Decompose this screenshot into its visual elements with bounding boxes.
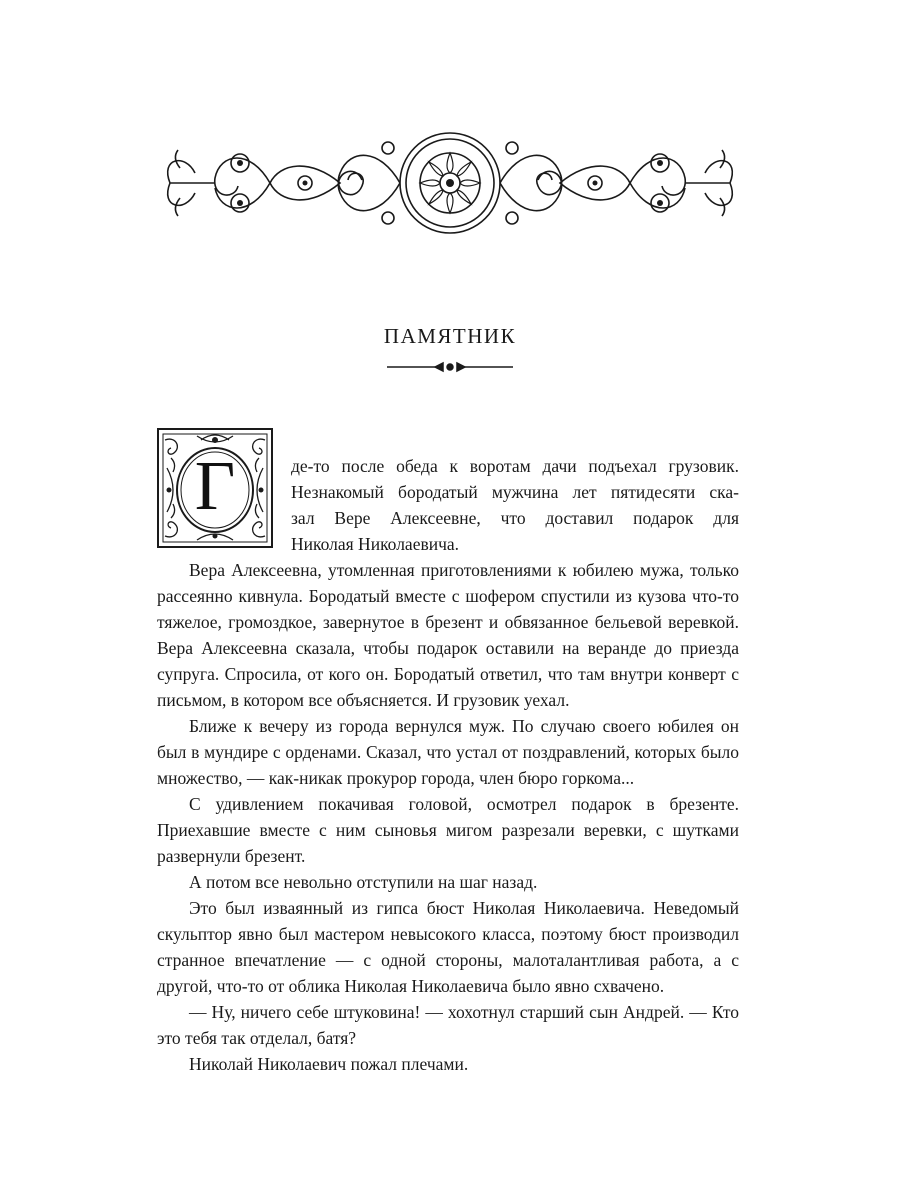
- title-ornament-rule: [385, 360, 515, 374]
- first-paragraph: [157, 453, 739, 557]
- paragraph: Это был изваянный из гипса бюст Николая Николаевича. Неведомый скульптор явно был мастером невысокого класса, поэтому бюст производил странное впечатление — с одной стороны, малоталантливая работа, а с другой, что-то от облика Николая Николаевича было явно схвачено.: [157, 898, 739, 996]
- ornamental-headpiece: [150, 128, 750, 238]
- first-paragraph-line: зал Вере Алексеевне, что доставил подарок для: [291, 508, 739, 528]
- first-paragraph-line: де-то после обеда к воротам дачи подъехал грузовик.: [291, 456, 739, 476]
- paragraph: С удивлением покачивая головой, осмотрел подарок в брезенте. Приехавшие вместе с ним сыновья мигом разрезали веревки, с шутками развернули брезент.: [157, 794, 739, 866]
- drop-cap-letter: Г: [194, 448, 236, 525]
- paragraph: Николай Николаевич пожал плечами.: [189, 1054, 469, 1074]
- first-paragraph-line: Незнакомый бородатый мужчина лет пятидесяти ска-: [291, 482, 739, 502]
- dialogue-paragraph: — Ну, ничего себе штуковина! — хохотнул старший сын Андрей. — Кто это тебя так отделал, батя?: [157, 1002, 739, 1048]
- paragraph: А потом все невольно отступили на шаг назад.: [189, 872, 538, 892]
- first-paragraph-line: Николая Николаевича.: [291, 534, 460, 554]
- body-text: [157, 453, 739, 1077]
- paragraph: Вера Алексеевна, утомленная приготовлениями к юбилею мужа, только рассеянно кивнула. Бородатый вместе с шофером спустили из кузова что-то тяжелое, громоздкое, завернутое в брезент и обвязанное бельевой веревкой. Вера Алексеевна сказала, чтобы подарок оставили на веранде до приезда супруга. Спросила, от кого он. Бородатый ответил, что там внутри конверт с письмом, в котором все объясняется. И грузовик уехал.: [157, 560, 739, 710]
- chapter-title: ПАМЯТНИК: [383, 324, 517, 348]
- paragraph: Ближе к вечеру из города вернулся муж. По случаю своего юбилея он был в мундире с орденами. Сказал, что устал от поздравлений, которых было множество, — как-никак прокурор города, член бюро горкома...: [157, 716, 739, 788]
